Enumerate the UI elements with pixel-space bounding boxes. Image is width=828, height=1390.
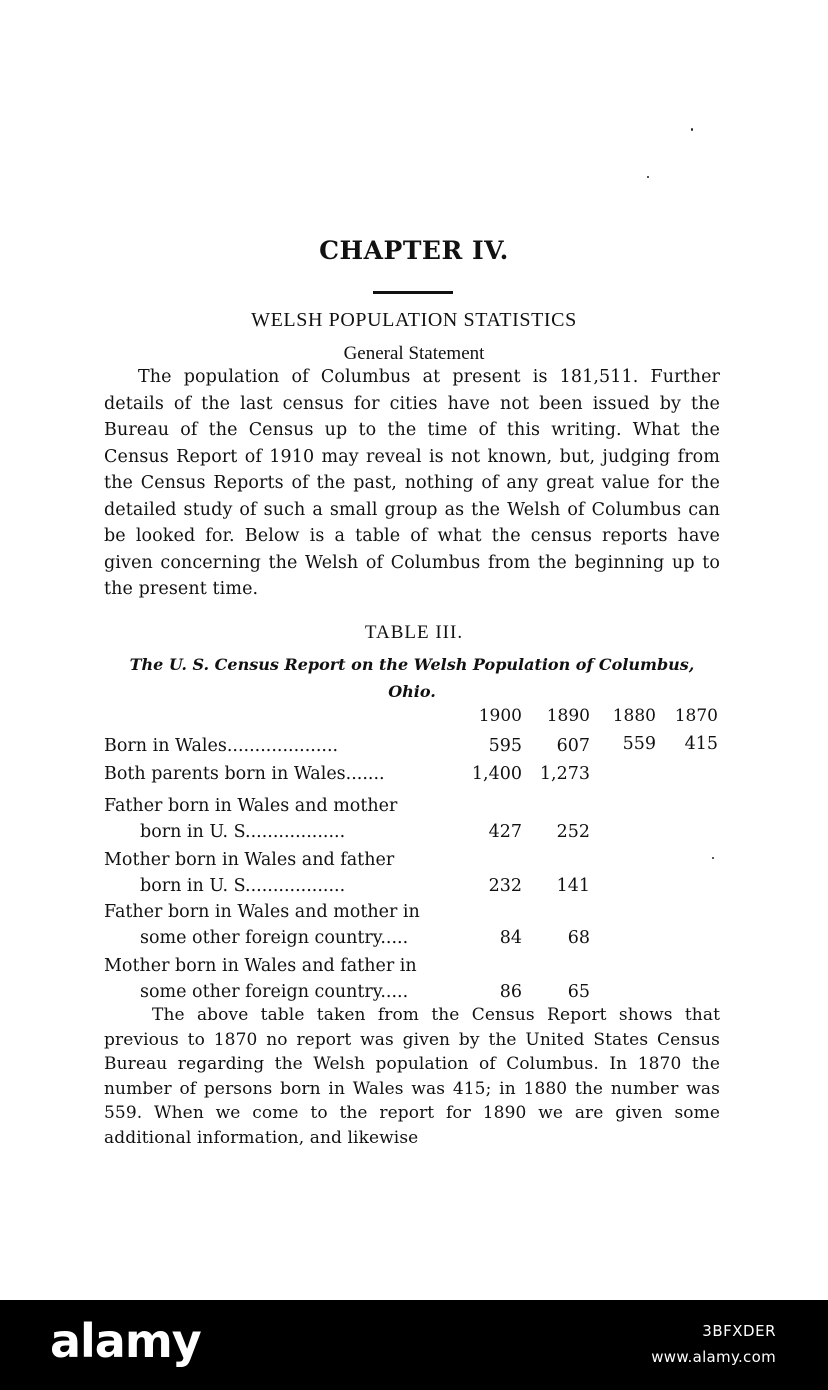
row-label-continued: born in U. S..................	[140, 822, 346, 842]
table-cell: 595	[488, 736, 522, 756]
table-cell: 84	[499, 928, 522, 948]
table-row	[104, 736, 724, 762]
table-cell: 607	[556, 736, 590, 756]
table-row	[104, 850, 724, 902]
year-header: 1870	[674, 706, 718, 726]
row-label-continued: born in U. S..................	[140, 876, 346, 896]
row-label: Mother born in Wales and father in	[104, 956, 417, 976]
paper-speck	[647, 176, 649, 178]
paper-speck	[691, 128, 693, 131]
table-row	[104, 956, 724, 1008]
table-caption: The U. S. Census Report on the Welsh Population of Columbus, Ohio.	[129, 655, 695, 701]
site-url: www.alamy.com	[651, 1348, 776, 1366]
row-label-continued: some other foreign country.....	[140, 982, 409, 1002]
table-cell: 1,400	[471, 764, 522, 784]
table-cell: 68	[567, 928, 590, 948]
table-cell: 141	[556, 876, 590, 896]
row-label: Father born in Wales and mother	[104, 796, 398, 816]
discussion-paragraph: The above table taken from the Census Report shows that previous to 1870 no report was given by the United States Census Bureau regarding the Welsh population of Columbus. In 1870 the number of persons born in Wales was 415; in 1880 the number was 559. When we come to the report for 1890 we are given some additional information, and likewise	[104, 1005, 720, 1148]
image-code: 3BFXDER	[702, 1322, 776, 1340]
chapter-heading: CHAPTER IV.	[319, 236, 509, 265]
row-label-continued: some other foreign country.....	[140, 928, 409, 948]
table-row	[104, 764, 724, 790]
heading-divider	[373, 291, 453, 294]
table-year-header	[104, 706, 724, 732]
table-row	[104, 902, 724, 954]
table-cell: 559	[622, 734, 656, 754]
alamy-logo: alamy	[50, 1314, 201, 1368]
row-label: Born in Wales....................	[104, 736, 339, 756]
table-cell: 232	[488, 876, 522, 896]
row-label: Father born in Wales and mother in	[104, 902, 420, 922]
year-header: 1900	[478, 706, 522, 726]
row-label: Both parents born in Wales.......	[104, 764, 385, 784]
table-cell: 415	[684, 734, 718, 754]
table-cell: 427	[488, 822, 522, 842]
table-cell: 86	[499, 982, 522, 1002]
table-cell: 252	[556, 822, 590, 842]
section-title: WELSH POPULATION STATISTICS	[251, 309, 577, 331]
intro-paragraph: The population of Columbus at present is 181,511. Further details of the last census for cities have not been issued by the Bureau of the Census up to the time of this writing. What the Census Report of 1910 may reveal is not known, but, judging from the Census Reports of the past, nothing of any great value for the detailed study of such a small group as the Welsh of Columbus can be looked for. Below is a table of what the census reports have given concerning the Welsh of Columbus from the beginning up to the present time.	[104, 367, 720, 599]
year-header: 1880	[612, 706, 656, 726]
table-label: TABLE III.	[364, 622, 464, 643]
table-cell: 1,273	[539, 764, 590, 784]
subsection-title: General Statement	[343, 343, 485, 364]
row-label: Mother born in Wales and father	[104, 850, 395, 870]
table-row	[104, 796, 724, 848]
stock-watermark-bar	[0, 1300, 828, 1390]
table-cell: 65	[567, 982, 590, 1002]
year-header: 1890	[546, 706, 590, 726]
